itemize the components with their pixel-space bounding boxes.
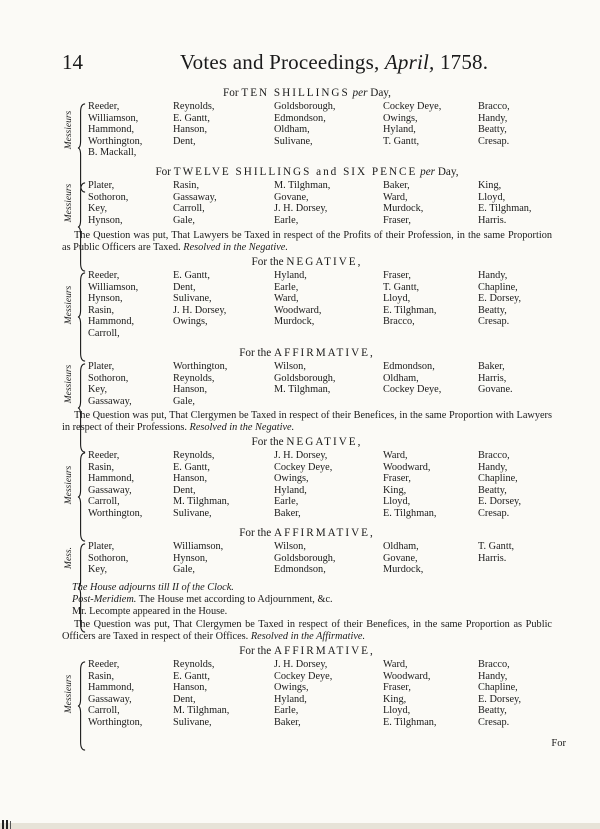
member-name: J. H. Dorsey, (274, 450, 328, 461)
vote-list (62, 659, 552, 729)
member-name: Gale, (173, 395, 196, 407)
member-name: E. Tilghman, (383, 507, 437, 519)
member-name: M. Tilghman, (274, 384, 331, 396)
member-name: Gassaway, (88, 693, 132, 705)
messieurs-label: Messieurs (64, 364, 74, 404)
member-name: Baker, (274, 716, 301, 728)
member-name: Goldsborough, (274, 552, 336, 564)
member-name: Ward, (383, 659, 408, 670)
member-name: Hanson, (173, 473, 208, 485)
member-name: Plater, (88, 180, 115, 191)
member-name: King, (383, 693, 407, 705)
member-name: Carroll, (88, 705, 120, 717)
member-name: Cresap. (478, 135, 510, 147)
member-name: Reeder, (88, 101, 120, 112)
section-heading: For the NEGATIVE, (251, 436, 363, 448)
member-name: Baker, (383, 180, 410, 191)
member-name: Ward, (383, 191, 408, 203)
section-heading: For TWELVE SHILLINGS and SIX PENCE per Day, (155, 166, 459, 178)
name-row (88, 682, 552, 694)
title-text: Votes and Proceedings, (180, 50, 380, 74)
name-row (88, 203, 552, 215)
name-row (88, 113, 552, 125)
name-row (88, 659, 552, 671)
page-number: 14 (62, 50, 83, 74)
name-row (88, 270, 552, 282)
member-name: Williamson, (88, 112, 139, 124)
member-name: Fraser, (383, 214, 411, 226)
member-name: Sulivane, (274, 135, 313, 147)
post-meridiem-note: Post-Meridiem. The House met according to Adjournment, &c. (72, 594, 333, 605)
section-lawyers-negative (62, 229, 552, 340)
name-row (88, 293, 552, 305)
member-name: Edmondson, (274, 564, 326, 576)
member-name: Beatty, (478, 124, 507, 136)
member-name: Sothoron, (88, 552, 129, 564)
title-year: 1758. (439, 50, 489, 74)
vote-list (62, 361, 552, 407)
messieurs-label: Messieurs (64, 285, 74, 325)
member-name: Rasin, (88, 670, 115, 682)
member-name: Harris. (478, 552, 507, 564)
member-name: Cockey Deye, (274, 670, 333, 682)
member-name: Reeder, (88, 450, 120, 461)
vote-list (62, 270, 552, 340)
name-row (88, 316, 552, 328)
member-name: Carroll, (88, 327, 120, 339)
name-row (88, 671, 552, 683)
member-name: Baker, (274, 507, 301, 519)
member-name: Hanson, (173, 682, 208, 694)
section-heading: For the AFFIRMATIVE, (239, 347, 375, 359)
vote-list (62, 450, 552, 520)
member-name: Fraser, (383, 270, 411, 281)
member-name: T. Gantt, (383, 281, 420, 293)
member-name: Rasin, (88, 461, 115, 473)
member-name: Plater, (88, 361, 115, 372)
section-clergy-negative (62, 409, 552, 520)
question-paragraph: The Question was put, That Lawyers be Taxed in respect of the Profits of their Profession, in the same Proportion as Public Officers are Taxed. Resolved in the Negative. (62, 230, 552, 253)
member-name: E. Tilghman, (383, 716, 437, 728)
member-name: Dent, (173, 484, 196, 496)
member-name: Hammond, (88, 316, 135, 328)
member-name: E. Tilghman, (478, 203, 532, 215)
member-name: Woodward, (383, 670, 431, 682)
question-paragraph: The Question was put, That Clergymen be Taxed in respect of their Benefices, in the same Proportion with Lawyers in respect of their Professions. Resolved in the Negative. (62, 410, 552, 433)
member-name: Handy, (478, 670, 508, 682)
member-name: Hynson, (88, 214, 123, 226)
member-name: Gale, (173, 564, 196, 576)
member-name: Sulivane, (173, 716, 212, 728)
member-name: Owings, (274, 473, 309, 485)
name-row (88, 496, 552, 508)
member-name: Owings, (173, 316, 208, 328)
member-name: Sulivane, (173, 293, 212, 305)
name-row (88, 101, 552, 113)
member-name: Williamson, (88, 281, 139, 293)
scan-edge-marks (0, 819, 600, 829)
member-name: Harris, (478, 372, 507, 384)
member-name: Dent, (173, 693, 196, 705)
messieurs-label: Messieurs (64, 674, 74, 714)
section-afternoon (62, 582, 552, 729)
member-name: J. H. Dorsey, (173, 304, 227, 316)
member-name: Key, (88, 564, 108, 576)
name-row (88, 147, 552, 159)
name-row (88, 541, 552, 553)
member-name: B. Mackall, (88, 147, 137, 159)
member-name: T. Gantt, (478, 541, 515, 552)
member-name: Murdock, (383, 564, 424, 576)
member-name: Hammond, (88, 473, 135, 485)
member-name: Hanson, (173, 384, 208, 396)
member-name: Carroll, (88, 496, 120, 508)
appearance-note: Mr. Lecompte appeared in the House. (72, 606, 228, 617)
member-name: Earle, (274, 214, 299, 226)
question-paragraph: The Question was put, That Clergymen be Taxed in respect of their Benefices, in the same Proportion as Public Officers are Taxed in respect of their Offices. Resolved in the Affirmative. (62, 619, 552, 642)
member-name: Key, (88, 203, 108, 215)
member-name: Reynolds, (173, 372, 215, 384)
name-row (88, 553, 552, 565)
section-heading: For the AFFIRMATIVE, (239, 527, 375, 539)
member-name: Reynolds, (173, 450, 215, 461)
member-name: Owings, (274, 682, 309, 694)
member-name: E. Gantt, (173, 112, 210, 124)
member-name: Ward, (383, 450, 408, 461)
member-name: Goldsborough, (274, 372, 336, 384)
section-clergy-affirmative (62, 526, 552, 576)
member-name: Handy, (478, 270, 508, 281)
member-name: Hynson, (173, 552, 208, 564)
member-name: Bracco, (478, 659, 510, 670)
member-name: Edmondson, (274, 112, 326, 124)
member-name: Earle, (274, 496, 299, 508)
member-name: Dent, (173, 135, 196, 147)
member-name: E. Gantt, (173, 270, 210, 281)
member-name: Lloyd, (478, 191, 506, 203)
member-name: T. Gantt, (383, 135, 420, 147)
member-name: Hyland, (274, 693, 307, 705)
member-name: Goldsborough, (274, 101, 336, 112)
member-name: Woodward, (383, 461, 431, 473)
name-row (88, 694, 552, 706)
section-heading: For the NEGATIVE, (251, 256, 363, 268)
member-name: Hyland, (274, 484, 307, 496)
member-name: M. Tilghman, (173, 496, 230, 508)
section-ten-shillings (62, 86, 552, 159)
member-name: Bracco, (478, 101, 510, 112)
member-name: Chapline, (478, 682, 518, 694)
member-name: Fraser, (383, 473, 411, 485)
member-name: Sothoron, (88, 372, 129, 384)
member-name: Oldham, (274, 124, 310, 136)
member-name: Earle, (274, 281, 299, 293)
member-name: Cresap. (478, 507, 510, 519)
member-name: E. Gantt, (173, 461, 210, 473)
member-name: Earle, (274, 705, 299, 717)
member-name: Sothoron, (88, 191, 129, 203)
member-name: Reynolds, (173, 659, 215, 670)
adjourn-note: The House adjourns till II of the Clock. (72, 582, 234, 593)
name-row (88, 473, 552, 485)
member-name: Hanson, (173, 124, 208, 136)
member-name: Gale, (173, 214, 196, 226)
member-name: E. Tilghman, (383, 304, 437, 316)
member-name: E. Dorsey, (478, 693, 522, 705)
member-name: Chapline, (478, 281, 518, 293)
member-name: King, (478, 180, 502, 191)
member-name: J. H. Dorsey, (274, 203, 328, 215)
member-name: Murdock, (383, 203, 424, 215)
section-lawyers-affirmative (62, 346, 552, 407)
name-row (88, 361, 552, 373)
member-name: Bracco, (383, 316, 415, 328)
messieurs-label: Mess. (64, 547, 74, 570)
member-name: Handy, (478, 461, 508, 473)
member-name: E. Gantt, (173, 670, 210, 682)
name-row (88, 328, 552, 340)
member-name: Wilson, (274, 541, 306, 552)
member-name: Gassaway, (88, 484, 132, 496)
member-name: Reeder, (88, 659, 120, 670)
member-name: Govane, (274, 191, 309, 203)
catchword: For (551, 738, 566, 749)
member-name: Rasin, (173, 180, 200, 191)
member-name: Cresap. (478, 316, 510, 328)
member-name: Worthington, (88, 135, 143, 147)
member-name: Beatty, (478, 304, 507, 316)
member-name: Dent, (173, 281, 196, 293)
member-name: E. Dorsey, (478, 496, 522, 508)
name-row (88, 462, 552, 474)
member-name: Owings, (383, 112, 418, 124)
member-name: J. H. Dorsey, (274, 659, 328, 670)
member-name: Lloyd, (383, 496, 411, 508)
section-heading: For TEN SHILLINGS per Day, (223, 87, 391, 99)
member-name: Fraser, (383, 682, 411, 694)
messieurs-label: Messieurs (64, 465, 74, 505)
member-name: Reeder, (88, 270, 120, 281)
name-row (88, 485, 552, 497)
member-name: M. Tilghman, (274, 180, 331, 191)
member-name: Cockey Deye, (274, 461, 333, 473)
member-name: Key, (88, 384, 108, 396)
member-name: Beatty, (478, 705, 507, 717)
member-name: King, (383, 484, 407, 496)
name-row (88, 282, 552, 294)
member-name: Handy, (478, 112, 508, 124)
section-heading: For the AFFIRMATIVE, (239, 645, 375, 657)
messieurs-label: Messieurs (64, 110, 74, 150)
member-name: Govane, (383, 552, 418, 564)
vote-list (62, 101, 552, 159)
curly-brace-icon (77, 661, 86, 751)
member-name: Harris. (478, 214, 507, 226)
name-row (88, 305, 552, 317)
member-name: Gassaway, (173, 191, 217, 203)
name-row (88, 508, 552, 520)
running-header (62, 50, 508, 76)
member-name: Ward, (274, 293, 299, 305)
page-title (180, 50, 488, 75)
member-name: Worthington, (88, 507, 143, 519)
name-row (88, 136, 552, 148)
member-name: Hynson, (88, 293, 123, 305)
name-row (88, 192, 552, 204)
member-name: Murdock, (274, 316, 315, 328)
messieurs-label: Messieurs (64, 183, 74, 223)
member-name: Cockey Deye, (383, 101, 442, 112)
title-month: April, (384, 50, 435, 74)
name-row (88, 450, 552, 462)
member-name: Hammond, (88, 124, 135, 136)
member-name: Rasin, (88, 304, 115, 316)
member-name: Reynolds, (173, 101, 215, 112)
name-row (88, 384, 552, 396)
member-name: Bracco, (478, 450, 510, 461)
name-row (88, 124, 552, 136)
section-twelve-shillings (62, 165, 552, 226)
vote-list (62, 180, 552, 226)
name-row (88, 705, 552, 717)
name-row (88, 564, 552, 576)
member-name: Gassaway, (88, 395, 132, 407)
member-name: Baker, (478, 361, 505, 372)
name-row (88, 396, 552, 408)
member-name: Cresap. (478, 716, 510, 728)
member-name: Oldham, (383, 541, 419, 552)
member-name: Worthington, (173, 361, 228, 372)
member-name: Carroll, (173, 203, 205, 215)
member-name: E. Dorsey, (478, 293, 522, 305)
member-name: Chapline, (478, 473, 518, 485)
member-name: Plater, (88, 541, 115, 552)
member-name: Williamson, (173, 541, 224, 552)
member-name: Beatty, (478, 484, 507, 496)
member-name: Worthington, (88, 716, 143, 728)
name-row (88, 215, 552, 227)
member-name: Hyland, (274, 270, 307, 281)
member-name: Oldham, (383, 372, 419, 384)
member-name: Hammond, (88, 682, 135, 694)
name-row (88, 180, 552, 192)
member-name: Lloyd, (383, 293, 411, 305)
member-name: Cockey Deye, (383, 384, 442, 396)
member-name: Woodward, (274, 304, 322, 316)
vote-list (62, 541, 552, 576)
member-name: Govane. (478, 384, 513, 396)
member-name: Edmondson, (383, 361, 435, 372)
member-name: Wilson, (274, 361, 306, 372)
member-name: M. Tilghman, (173, 705, 230, 717)
name-row (88, 373, 552, 385)
name-row (88, 717, 552, 729)
member-name: Sulivane, (173, 507, 212, 519)
member-name: Lloyd, (383, 705, 411, 717)
member-name: Hyland, (383, 124, 416, 136)
